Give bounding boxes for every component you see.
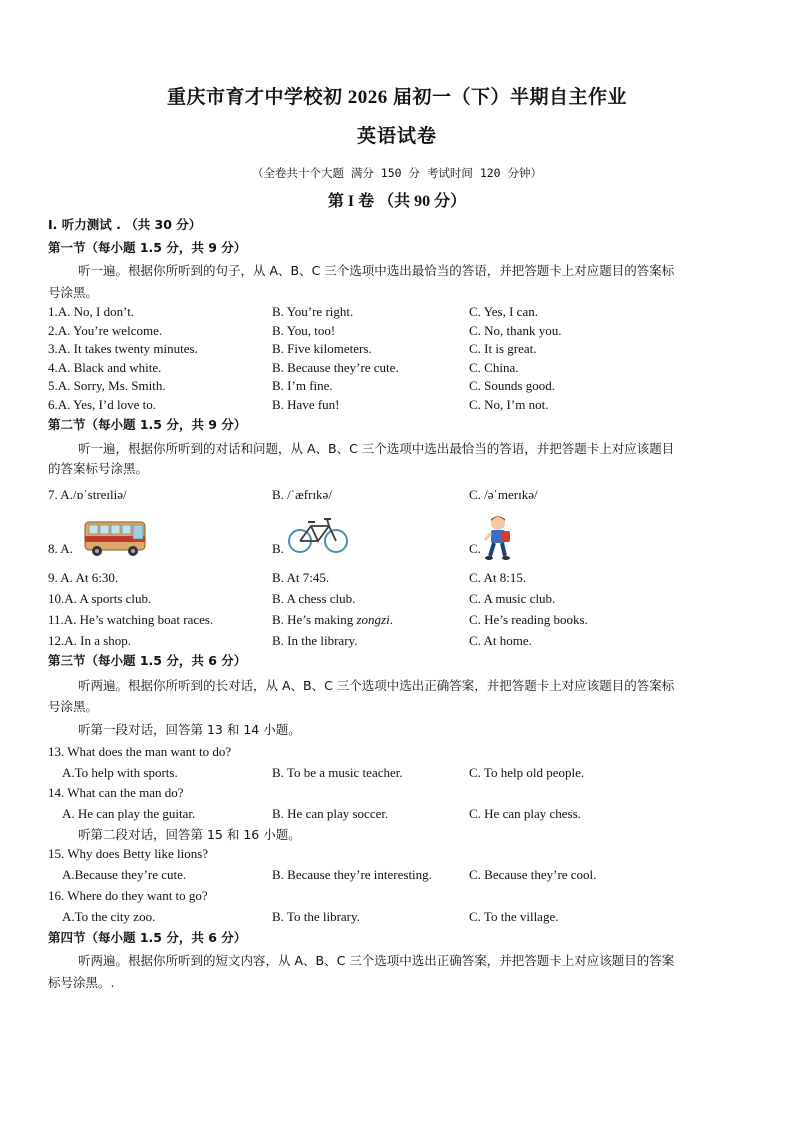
sec4-heading: 第四节（每小题 1.5 分，共 6 分） xyxy=(48,930,247,945)
q14-question: 14. What can the man do? xyxy=(48,785,184,800)
q11-option-b xyxy=(272,612,393,628)
sec3-instruction: 听两遍。根据你所听到的长对话，从 A、B、C 三个选项中选出正确答案，并把答题卡上对应该题目的答案标 xyxy=(78,678,675,693)
q9-option-a: 9. A. At 6:30. xyxy=(48,570,119,585)
q14-option-b: B. He can play soccer. xyxy=(272,806,389,821)
q11-option-b-end: . xyxy=(389,612,393,627)
bus-icon xyxy=(83,518,149,558)
dialogue2-note: 听第二段对话，回答第 15 和 16 小题。 xyxy=(78,827,301,842)
q16-option-b: B. To the library. xyxy=(272,909,360,924)
q13-option-a: A.To help with sports. xyxy=(62,765,178,780)
q9-option-b: B. At 7:45. xyxy=(272,570,330,585)
q10-option-a: 10.A. A sports club. xyxy=(48,591,152,606)
volume-heading: 第 I 卷 （共 90 分） xyxy=(327,193,467,210)
walking-boy-icon xyxy=(481,514,515,564)
q8-option-a: 8. A. xyxy=(48,541,73,556)
q8-option-b: B. xyxy=(272,541,284,556)
q3-option-b: B. Five kilometers. xyxy=(272,341,372,356)
sec1-instruction-cont: 号涂黑。 xyxy=(48,285,99,300)
sec4-instruction: 听两遍。根据你所听到的短文内容，从 A、B、C 三个选项中选出正确答案，并把答题卡上对应该题目的答案 xyxy=(78,953,675,968)
q15-option-a: A.Because they’re cute. xyxy=(62,867,187,882)
q7-option-c: C. /əˈmerɪkə/ xyxy=(469,487,538,502)
q6-option-a: 6.A. Yes, I’d love to. xyxy=(48,397,156,412)
q2-option-b: B. You, too! xyxy=(272,323,336,338)
sec3-heading: 第三节（每小题 1.5 分，共 6 分） xyxy=(48,653,247,668)
q15-option-b: B. Because they’re interesting. xyxy=(272,867,432,882)
q10-option-c: C. A music club. xyxy=(469,591,556,606)
q11-option-a: 11.A. He’s watching boat races. xyxy=(48,612,214,627)
sec1-heading: 第一节（每小题 1.5 分，共 9 分） xyxy=(48,240,247,255)
q3-option-c: C. It is great. xyxy=(469,341,537,356)
q2-option-a: 2.A. You’re welcome. xyxy=(48,323,163,338)
q12-option-b: B. In the library. xyxy=(272,633,358,648)
q1-option-b: B. You’re right. xyxy=(272,304,354,319)
q13-option-b: B. To be a music teacher. xyxy=(272,765,403,780)
q6-option-b: B. Have fun! xyxy=(272,397,340,412)
q15-option-c: C. Because they’re cool. xyxy=(469,867,597,882)
q13-option-c: C. To help old people. xyxy=(469,765,585,780)
q11-option-c: C. He’s reading books. xyxy=(469,612,588,627)
q9-option-c: C. At 8:15. xyxy=(469,570,527,585)
q7-option-b: B. /ˈæfrɪkə/ xyxy=(272,487,332,502)
q7-option-a: 7. A./ɒˈstreɪliə/ xyxy=(48,487,127,502)
q8-option-c: C. xyxy=(469,541,481,556)
dialogue1-note: 听第一段对话，回答第 13 和 14 小题。 xyxy=(78,722,301,737)
q4-option-b: B. Because they’re cute. xyxy=(272,360,399,375)
q14-option-a: A. He can play the guitar. xyxy=(62,806,196,821)
q1-option-a: 1.A. No, I don’t. xyxy=(48,304,135,319)
exam-subtitle: 英语试卷 xyxy=(356,126,437,147)
q5-option-c: C. Sounds good. xyxy=(469,378,555,393)
sec4-instruction-cont: 标号涂黑。. xyxy=(48,975,115,990)
q12-option-c: C. At home. xyxy=(469,633,532,648)
sec3-instruction-cont: 号涂黑。 xyxy=(48,699,99,714)
q5-option-a: 5.A. Sorry, Ms. Smith. xyxy=(48,378,166,393)
q5-option-b: B. I’m fine. xyxy=(272,378,333,393)
q1-option-c: C. Yes, I can. xyxy=(469,304,538,319)
q12-option-a: 12.A. In a shop. xyxy=(48,633,132,648)
q6-option-c: C. No, I’m not. xyxy=(469,397,549,412)
q14-option-c: C. He can play chess. xyxy=(469,806,581,821)
q11-option-b-text: B. He’s making xyxy=(272,612,357,627)
q10-option-b: B. A chess club. xyxy=(272,591,356,606)
sec1-instruction: 听一遍。根据你所听到的句子，从 A、B、C 三个选项中选出最恰当的答语，并把答题卡上对应题目的答案标 xyxy=(78,263,675,278)
bicycle-icon xyxy=(287,514,349,554)
q4-option-c: C. China. xyxy=(469,360,519,375)
q16-question: 16. Where do they want to go? xyxy=(48,888,208,903)
q3-option-a: 3.A. It takes twenty minutes. xyxy=(48,341,198,356)
sec2-instruction-cont: 的答案标号涂黑。 xyxy=(48,461,149,476)
sec2-instruction: 听一遍，根据你所听到的对话和问题，从 A、B、C 三个选项中选出最恰当的答语，并把答题卡上对应该题目 xyxy=(78,441,675,456)
sec2-heading: 第二节（每小题 1.5 分，共 9 分） xyxy=(48,417,247,432)
q13-question: 13. What does the man want to do? xyxy=(48,744,232,759)
q16-option-c: C. To the village. xyxy=(469,909,559,924)
exam-note: （全卷共十个大题 满分 150 分 考试时间 120 分钟） xyxy=(251,166,543,180)
part1-heading: I. 听力测试 . （共 30 分） xyxy=(48,217,202,232)
q15-question: 15. Why does Betty like lions? xyxy=(48,846,209,861)
q4-option-a: 4.A. Black and white. xyxy=(48,360,162,375)
q16-option-a: A.To the city zoo. xyxy=(62,909,156,924)
exam-title: 重庆市育才中学校初 2026 届初一（下）半期自主作业 xyxy=(166,87,627,108)
q2-option-c: C. No, thank you. xyxy=(469,323,562,338)
q11-option-b-zongzi: zongzi xyxy=(356,612,390,627)
